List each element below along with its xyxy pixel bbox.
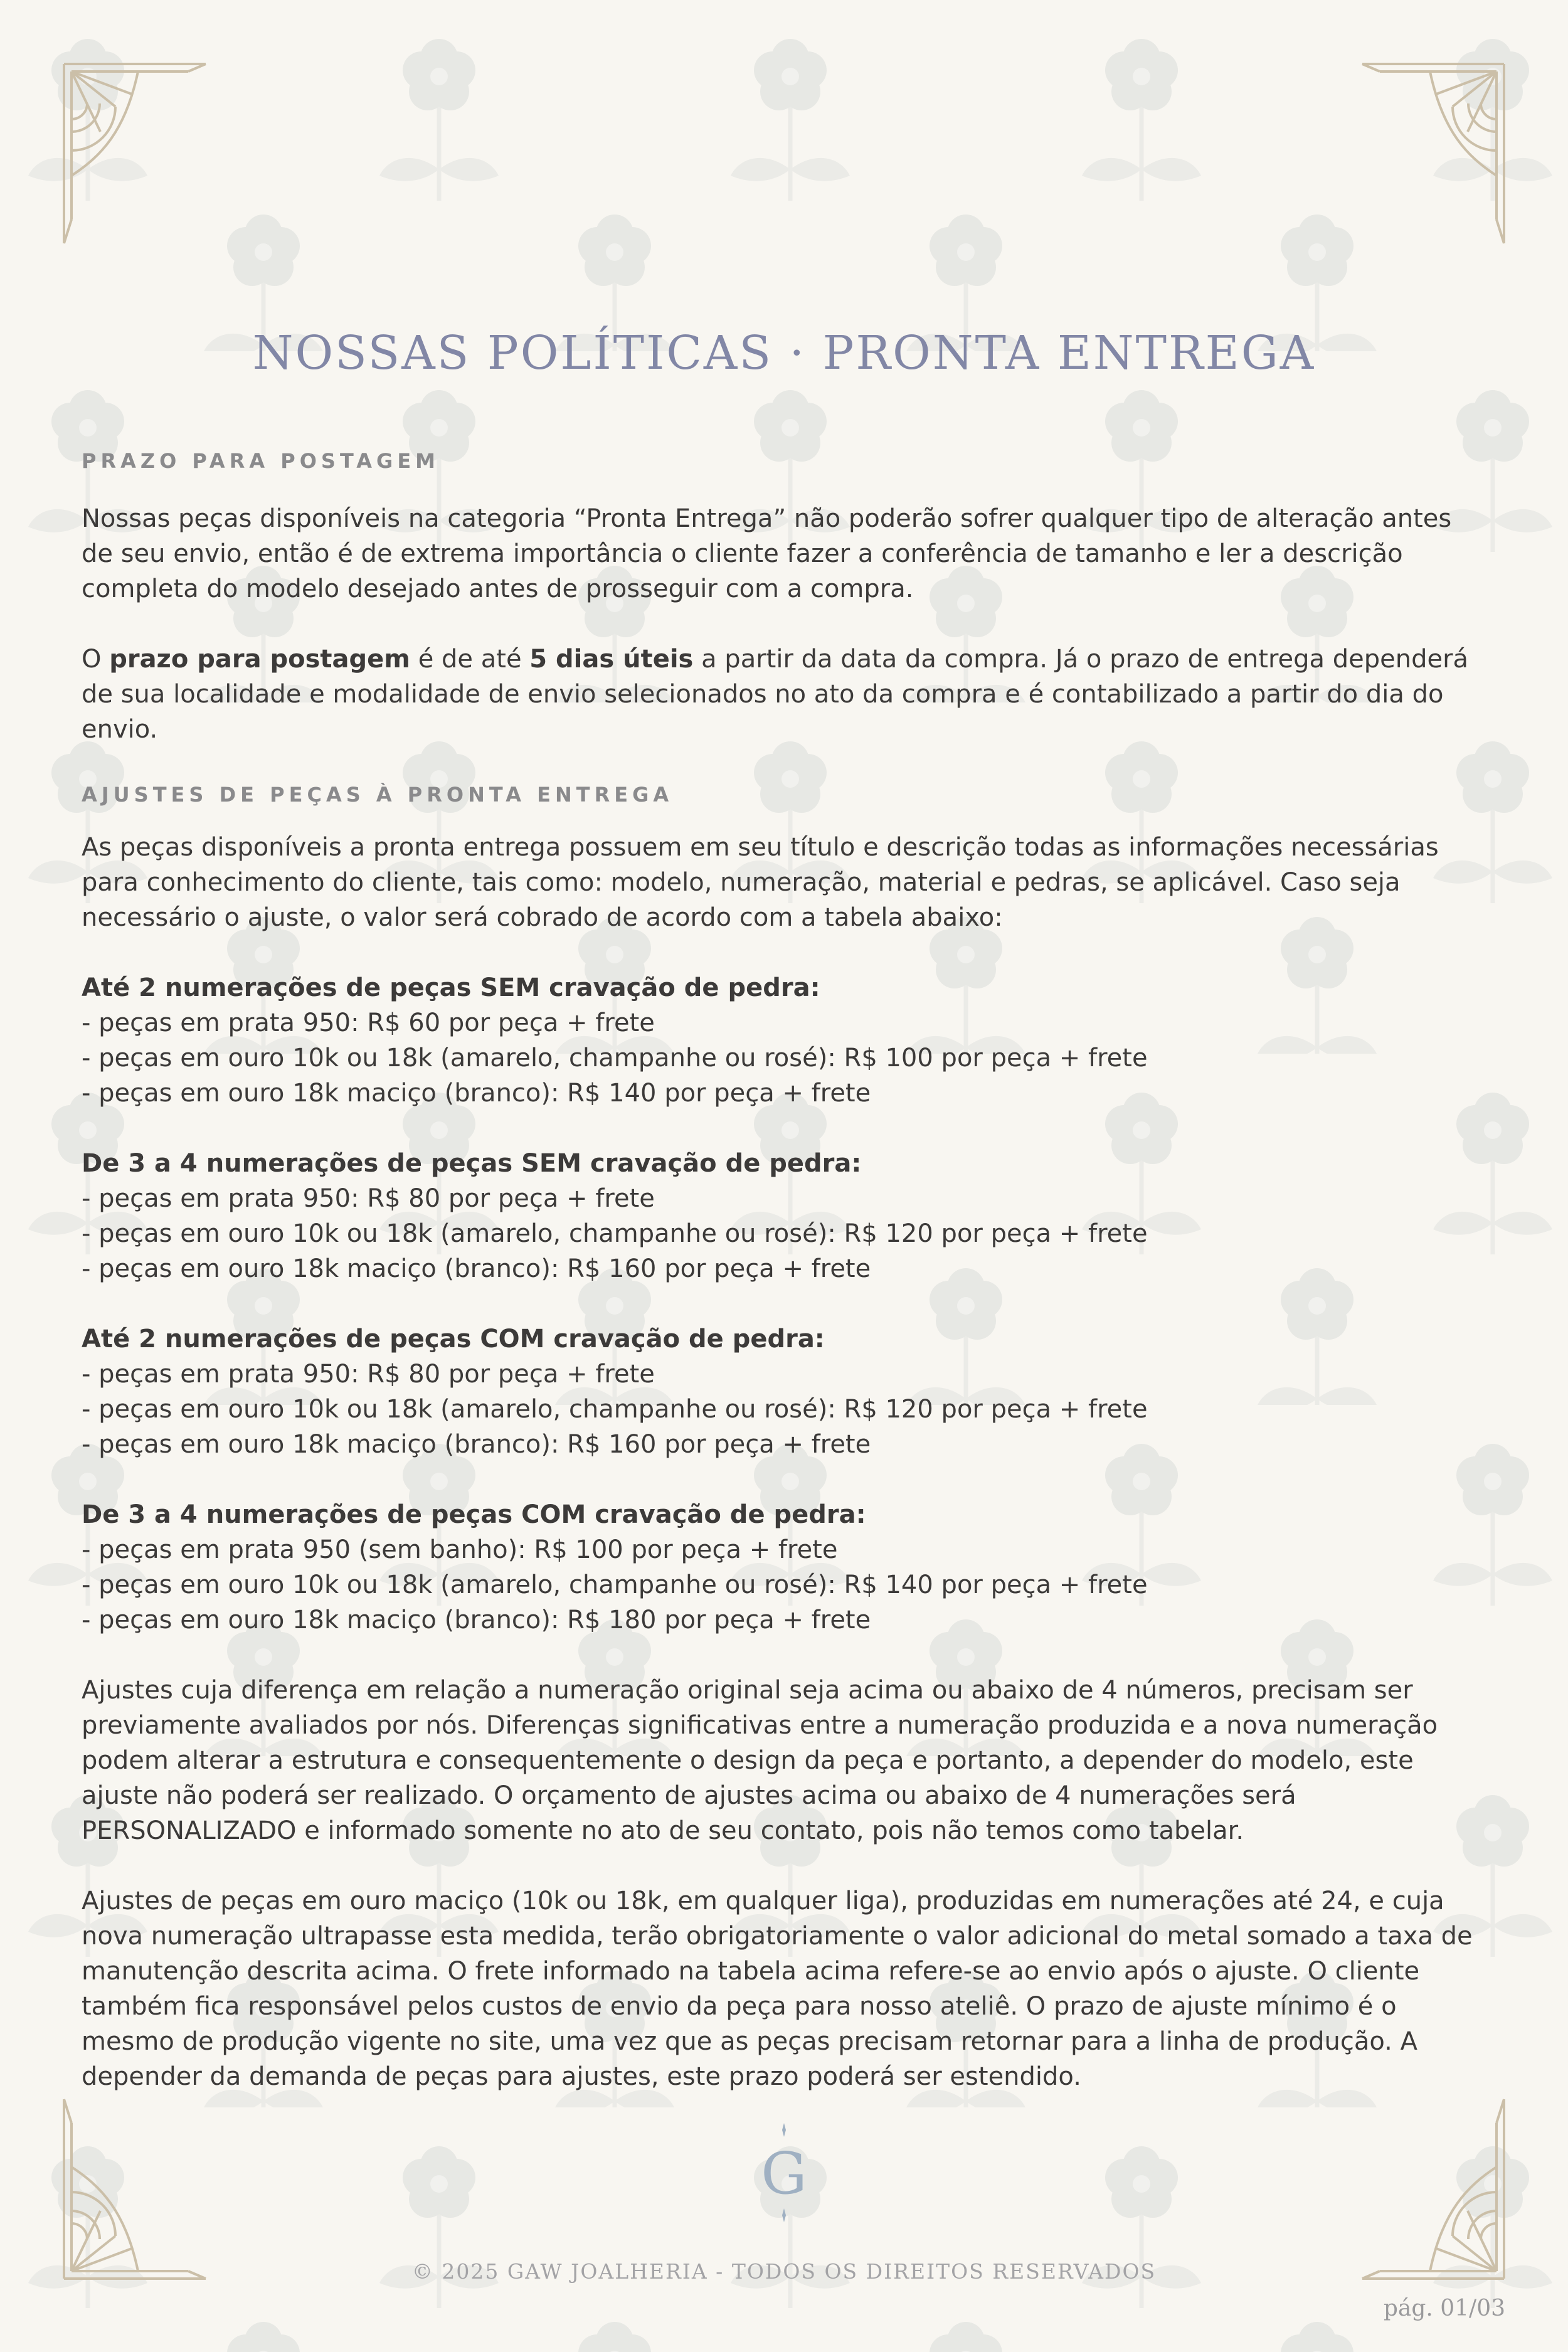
price-line: - peças em ouro 10k ou 18k (amarelo, champanhe ou rosé): R$ 100 por peça + frete [82,1044,1148,1073]
price-line: - peças em ouro 10k ou 18k (amarelo, champanhe ou rosé): R$ 120 por peça + frete [82,1219,1148,1248]
text-span: O [82,645,110,674]
price-block [82,1322,1486,1462]
bold-prazo-para-postagem: prazo para postagem [109,645,410,674]
monogram-letter: G [761,2140,807,2207]
price-line: - peças em ouro 18k maciço (branco): R$ 140 por peça + frete [82,1079,871,1108]
section-heading-prazo: PRAZO PARA POSTAGEM [82,449,440,473]
price-line: - peças em prata 950: R$ 60 por peça + frete [82,1009,655,1037]
page-title: NOSSAS POLÍTICAS · PRONTA ENTREGA [252,326,1316,380]
bold-5-dias-uteis: 5 dias úteis [529,645,694,674]
price-block-heading: De 3 a 4 numerações de peças SEM cravação de pedra: [82,1149,862,1178]
paragraph-ajustes-personalizados: Ajustes cuja diferença em relação a numeração original seja acima ou abaixo de 4 números, precisam ser previamente avaliados por nós. Diferenças significativas entre a numeração produzida e a nova numeração podem alterar a estrutura e consequentemente o design da peça e portanto, a depender do modelo, este ajuste não poderá ser realizado. O orçamento de ajustes acima ou abaixo de 4 numerações será PERSONALIZADO e informado somente no ato de seu contato, pois não temos como tabelar. [82,1676,1438,1845]
sparkle-icon [753,2208,815,2222]
text-span: a partir da data da compra. Já o prazo de entrega dependerá de sua localidade e modalidade de envio selecionados no ato da compra e é contabilizado a partir do dia do envio. [82,645,1469,744]
price-line: - peças em prata 950: R$ 80 por peça + frete [82,1184,655,1213]
price-line: - peças em ouro 10k ou 18k (amarelo, champanhe ou rosé): R$ 120 por peça + frete [82,1395,1148,1424]
corner-ornament-top-left [63,63,207,245]
paragraph-prazo-postagem [82,642,1486,747]
price-block-heading: Até 2 numerações de peças COM cravação de pedra: [82,1325,825,1353]
paragraph-ajustes-ouro-macico: Ajustes de peças em ouro maciço (10k ou 18k, em qualquer liga), produzidas em numerações até 24, e cuja nova numeração ultrapasse esta medida, terão obrigatoriamente o valor adicional do metal somado a taxa de manutenção descrita acima. O frete informado na tabela acima refere-se ao envio após o ajuste. O cliente também fica responsável pelos custos de envio da peça para nosso ateliê. O prazo de ajuste mínimo é o mesmo de produção vigente no site, uma vez que as peças precisam retornar para a linha de produção. A depender da demanda de peças para ajustes, este prazo poderá ser estendido. [82,1887,1473,2091]
price-block [82,1146,1486,1286]
price-line: - peças em ouro 18k maciço (branco): R$ 180 por peça + frete [82,1606,871,1634]
paragraph-pronta-entrega: Nossas peças disponíveis na categoria “Pronta Entrega” não poderão sofrer qualquer tipo de alteração antes de seu envio, então é de extrema importância o cliente fazer a conferência de tamanho e ler a descrição completa do modelo desejado antes de prosseguir com a compra. [82,504,1452,603]
corner-ornament-top-right [1361,63,1505,245]
price-line: - peças em ouro 10k ou 18k (amarelo, champanhe ou rosé): R$ 140 por peça + frete [82,1571,1148,1599]
price-line: - peças em prata 950 (sem banho): R$ 100 por peça + frete [82,1535,838,1564]
section-heading-ajustes: AJUSTES DE PEÇAS À PRONTA ENTREGA [82,783,674,807]
brand-monogram [753,2123,815,2217]
price-line: - peças em ouro 18k maciço (branco): R$ 160 por peça + frete [82,1254,871,1283]
sparkle-icon [753,2123,815,2137]
price-block-heading: Até 2 numerações de peças SEM cravação de pedra: [82,973,820,1002]
paragraph-ajustes-intro: As peças disponíveis a pronta entrega possuem em seu título e descrição todas as informações necessárias para conhecimento do cliente, tais como: modelo, numeração, material e pedras, se aplicável. Caso seja necessário o ajuste, o valor será cobrado de acordo com a tabela abaixo: [82,833,1439,932]
copyright-footer: © 2025 GAW JOALHERIA - TODOS OS DIREITOS RESERVADOS [411,2259,1157,2284]
price-block-heading: De 3 a 4 numerações de peças COM cravação de pedra: [82,1500,866,1529]
price-line: - peças em ouro 18k maciço (branco): R$ 160 por peça + frete [82,1430,871,1459]
price-line: - peças em prata 950: R$ 80 por peça + frete [82,1360,655,1389]
page-number: pág. 01/03 [1383,2296,1505,2321]
policy-content [82,448,1486,2129]
price-block [82,970,1486,1111]
price-block [82,1497,1486,1638]
text-span: é de até [410,645,530,674]
